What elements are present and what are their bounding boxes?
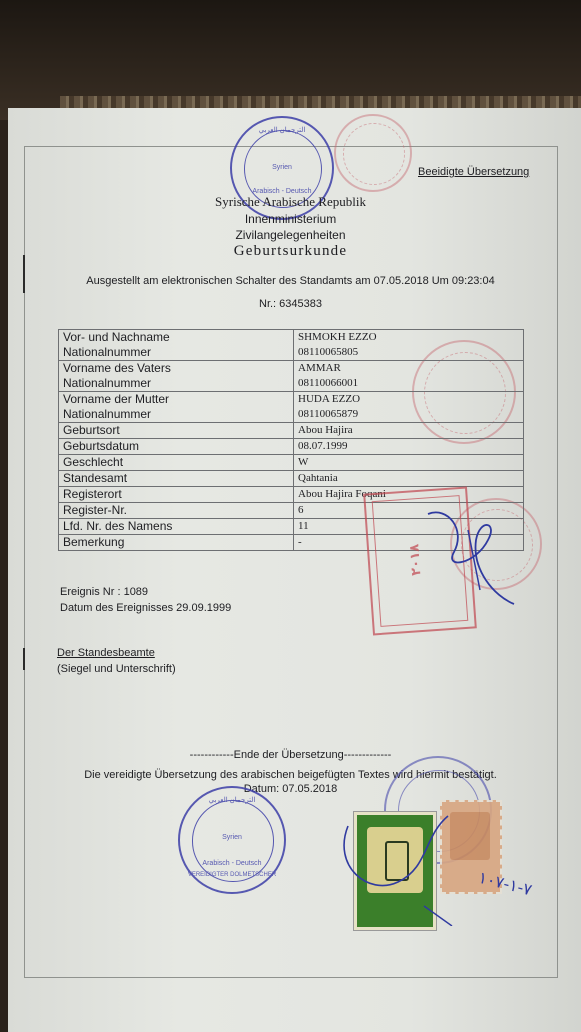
field-value: 08110066001 <box>298 377 359 389</box>
certificate-number: Nr.: 6345383 <box>259 298 322 310</box>
document-title: Geburtsurkunde <box>233 243 348 259</box>
table-row <box>59 423 524 439</box>
registrar-title: Der Standesbeamte <box>57 647 155 659</box>
republic-heading: Syrische Arabische Republik <box>215 194 366 209</box>
table-row <box>59 392 524 423</box>
department-heading: Zivilangelegenheiten <box>235 228 346 242</box>
signature-mark <box>418 500 528 610</box>
field-value: 08110065879 <box>298 408 359 420</box>
seal-text: Arabisch - Deutsch <box>252 188 312 195</box>
field-value: Qahtania <box>294 471 524 487</box>
seal-text: VEREIDIGTER DOLMETSCHER <box>187 872 277 878</box>
table-row <box>59 439 524 455</box>
field-value: W <box>294 455 524 471</box>
field-value: 08110065805 <box>298 346 359 358</box>
translator-seal-stamp <box>178 786 286 894</box>
translation-date: Datum: 07.05.2018 <box>243 783 338 795</box>
seal-text: Syrien <box>222 834 242 841</box>
field-value: HUDA EZZO <box>298 393 361 405</box>
field-value: 6 <box>294 503 524 519</box>
issued-line: Ausgestellt am elektronischen Schalter des Standamts am 07.05.2018 Um 09:23:04 <box>86 275 495 287</box>
margin-mark <box>23 648 25 670</box>
field-value: 11 <box>294 519 524 535</box>
field-value: AMMAR <box>298 362 341 374</box>
ministry-heading: Innenministerium <box>244 212 337 226</box>
field-value: Abou Hajira Foqani <box>294 487 524 503</box>
field-label: Vorname des Vaters <box>63 361 171 375</box>
field-label: Geburtsort <box>59 423 294 439</box>
field-label: Geschlecht <box>59 455 294 471</box>
stamp-year: ٢٠١٨ <box>407 543 425 577</box>
margin-mark <box>23 255 25 293</box>
field-label: Registerort <box>59 487 294 503</box>
field-label: Standesamt <box>59 471 294 487</box>
field-value: Abou Hajira <box>294 423 524 439</box>
field-label: Nationalnummer <box>63 376 152 390</box>
seal-text: Syrien <box>272 164 292 171</box>
field-label: Register-Nr. <box>59 503 294 519</box>
field-label: Vorname der Mutter <box>63 392 170 406</box>
registrar-note: (Siegel und Unterschrift) <box>57 663 176 675</box>
field-value: - <box>294 535 524 551</box>
field-label: Nationalnummer <box>63 345 152 359</box>
event-date: Datum des Ereignisses 29.09.1999 <box>60 602 232 614</box>
translation-confirmation: Die vereidigte Übersetzung des arabischen beigefügten Textes wird hiermit bestätigt. <box>84 769 497 781</box>
field-label: Vor- und Nachname <box>63 330 170 344</box>
handwritten-number: ٧-١-١٠٧ <box>476 867 535 900</box>
field-label: Lfd. Nr. des Namens <box>59 519 294 535</box>
event-number: Ereignis Nr : 1089 <box>60 586 149 598</box>
field-label: Bemerkung <box>59 535 294 551</box>
document-type-label: Beeidigte Übersetzung <box>418 166 530 178</box>
field-value: SHMOKH EZZO <box>298 331 377 343</box>
red-seal-stamp <box>334 114 412 192</box>
table-row <box>59 330 524 361</box>
table-row <box>59 455 524 471</box>
field-label: Nationalnummer <box>63 407 152 421</box>
field-label: Geburtsdatum <box>59 439 294 455</box>
seal-text: الترجمان العربي <box>208 797 256 804</box>
translation-end-line: ------------Ende der Übersetzung------------- <box>189 749 392 761</box>
table-row <box>59 361 524 392</box>
table-row <box>59 471 524 487</box>
seal-text: الترجمان العربي <box>258 127 306 134</box>
seal-text: Arabisch - Deutsch <box>202 860 262 867</box>
field-value: 08.07.1999 <box>294 439 524 455</box>
signature-mark <box>328 786 468 926</box>
